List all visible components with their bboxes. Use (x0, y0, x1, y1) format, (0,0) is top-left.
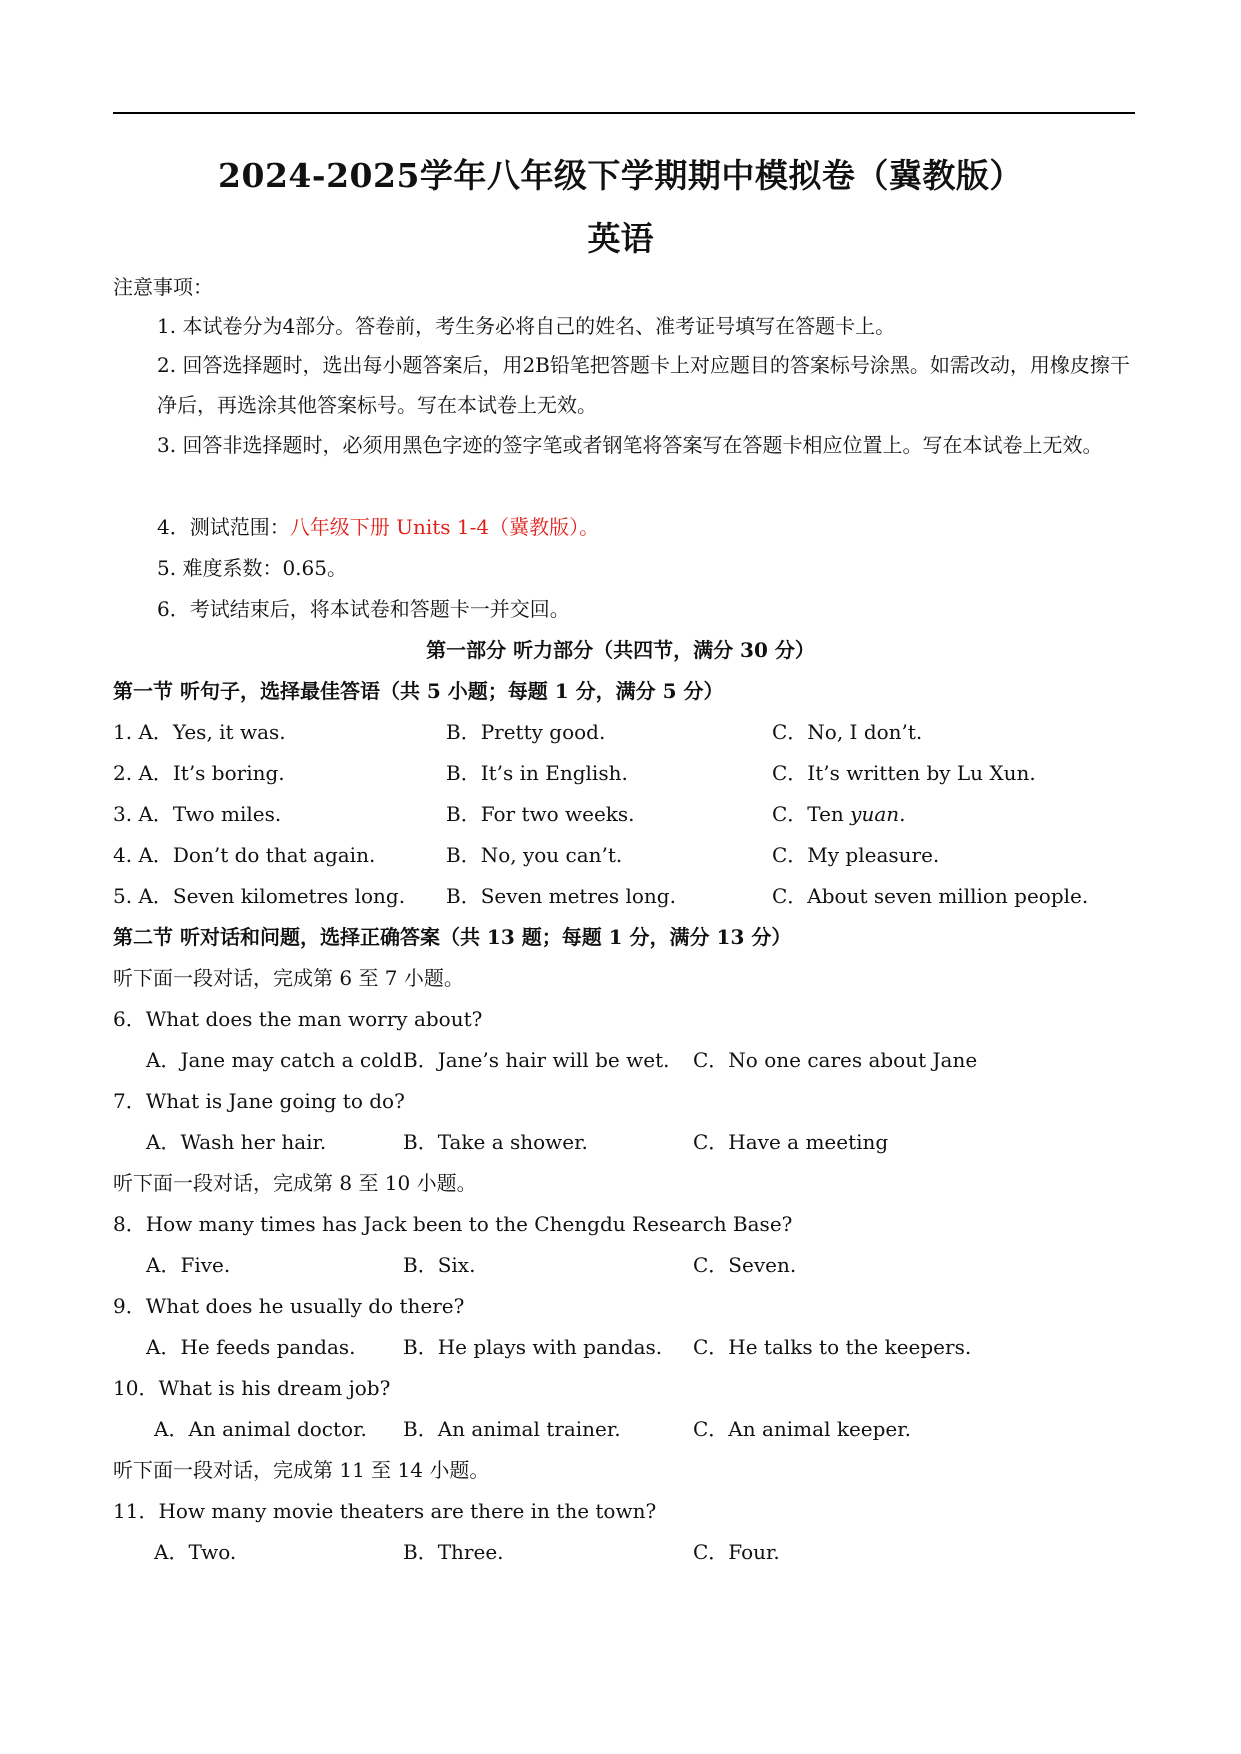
q11-option-b: B．Three. (403, 1540, 504, 1564)
notice-item-4-label: 4．测试范围： (157, 515, 290, 539)
q1-option-c: C．No, I don’t. (772, 720, 923, 744)
test-range: 八年级下册 Units 1-4（冀教版）。 (289, 515, 600, 539)
q8-question: 8．How many times has Jack been to the Chengdu Research Base? (113, 1212, 793, 1236)
q10-option-a: A．An animal doctor. (154, 1417, 367, 1441)
q4-option-b: B．No, you can’t. (446, 843, 623, 867)
q3-option-a: 3. A．Two miles. (113, 802, 282, 826)
q3-option-b: B．For two weeks. (446, 802, 635, 826)
notice-item-3 (113, 425, 1135, 465)
q7-option-b: B．Take a shower. (403, 1130, 588, 1154)
q3-option-c (772, 801, 906, 827)
q2-option-b: B．It’s in English. (446, 761, 628, 785)
q3-option-c-post: . (899, 802, 906, 826)
q9-option-a: A．He feeds pandas. (146, 1335, 356, 1359)
q5-option-a: 5. A．Seven kilometres long. (113, 884, 406, 908)
notice-item-5: 5. 难度系数：0.65。 (157, 556, 347, 580)
q10-option-c: C．An animal keeper. (693, 1417, 911, 1441)
q7-option-c: C．Have a meeting (693, 1130, 889, 1154)
q8-option-c: C．Seven. (693, 1253, 797, 1277)
notice-item-1: 1. 本试卷分为4部分。答卷前，考生务必将自己的姓名、准考证号填写在答题卡上。 (157, 314, 896, 338)
q8-option-a: A．Five. (146, 1253, 231, 1277)
q11-option-a: A．Two. (154, 1540, 237, 1564)
q11-option-c: C．Four. (693, 1540, 780, 1564)
notice-item-3-text: 3. 回答非选择题时，必须用黑色字迹的签字笔或者钢笔将答案写在答题卡相应位置上。写在本试卷上无效。 (157, 433, 1103, 457)
q9-option-b: B．He plays with pandas. (403, 1335, 663, 1359)
q2-option-a: 2. A．It’s boring. (113, 761, 285, 785)
exam-title: 2024-2025学年八年级下学期期中模拟卷（冀教版） (218, 156, 1023, 195)
q9-question: 9．What does he usually do there? (113, 1294, 465, 1318)
q6-option-c: C．No one cares about Jane (693, 1048, 978, 1072)
q6-question: 6．What does the man worry about? (113, 1007, 483, 1031)
notice-item-6: 6．考试结束后，将本试卷和答题卡一并交回。 (157, 597, 570, 621)
q1-option-b: B．Pretty good. (446, 720, 606, 744)
q7-option-a: A．Wash her hair. (146, 1130, 327, 1154)
section1-heading: 第一节 听句子，选择最佳答语（共 5 小题；每题 1 分，满分 5 分） (113, 679, 724, 703)
notice-item-2 (113, 345, 1135, 425)
subject-title: 英语 (587, 219, 654, 258)
q5-option-c: C．About seven million people. (772, 884, 1089, 908)
section2-intro-2: 听下面一段对话，完成第 8 至 10 小题。 (113, 1171, 477, 1195)
q4-option-a: 4. A．Don’t do that again. (113, 843, 376, 867)
q2-option-c: C．It’s written by Lu Xun. (772, 761, 1036, 785)
q6-option-b: B．Jane’s hair will be wet. (403, 1048, 670, 1072)
notice-item-2-text: 2. 回答选择题时，选出每小题答案后，用2B铅笔把答题卡上对应题目的答案标号涂黑。如需改动，用橡皮擦干净后，再选涂其他答案标号。写在本试卷上无效。 (157, 353, 1130, 417)
q6-option-a: A．Jane may catch a cold (146, 1048, 403, 1072)
q8-option-b: B．Six. (403, 1253, 476, 1277)
q7-question: 7．What is Jane going to do? (113, 1089, 405, 1113)
section2-intro-1: 听下面一段对话，完成第 6 至 7 小题。 (113, 966, 464, 990)
header-rule (113, 112, 1135, 114)
section2-intro-3: 听下面一段对话，完成第 11 至 14 小题。 (113, 1458, 490, 1482)
notice-item-4 (157, 514, 599, 540)
q3-option-c-italic: yuan (850, 802, 900, 826)
q10-question: 10．What is his dream job? (113, 1376, 391, 1400)
section2-heading: 第二节 听对话和问题，选择正确答案（共 13 题；每题 1 分，满分 13 分） (113, 925, 792, 949)
q3-option-c-pre: C．Ten (772, 802, 851, 826)
q5-option-b: B．Seven metres long. (446, 884, 676, 908)
q9-option-c: C．He talks to the keepers. (693, 1335, 972, 1359)
notice-heading: 注意事项： (113, 275, 213, 299)
part1-heading: 第一部分 听力部分（共四节，满分 30 分） (426, 638, 815, 662)
q4-option-c: C．My pleasure. (772, 843, 940, 867)
q10-option-b: B．An animal trainer. (403, 1417, 621, 1441)
q11-question: 11．How many movie theaters are there in the town? (113, 1499, 657, 1523)
q1-option-a: 1. A．Yes, it was. (113, 720, 286, 744)
